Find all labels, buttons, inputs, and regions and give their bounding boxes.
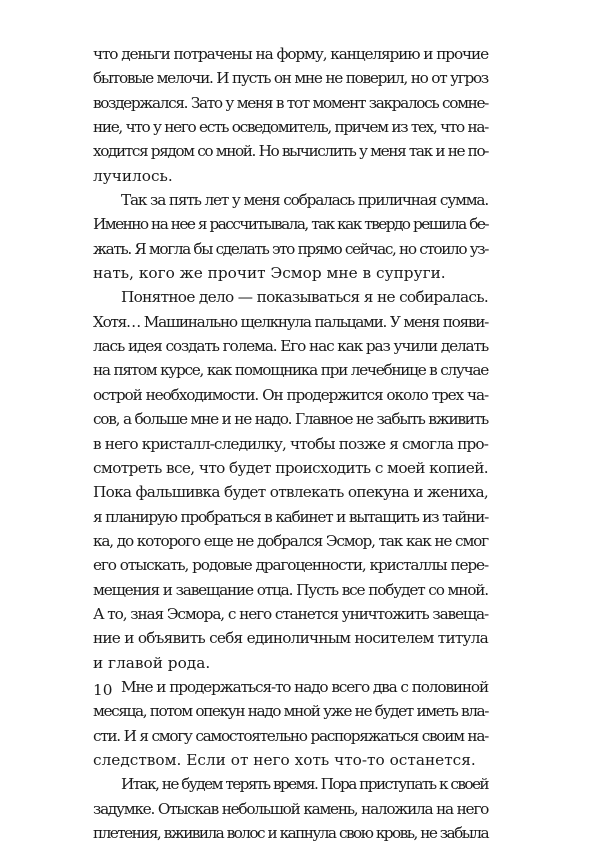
text-line: Мне и продержаться-то надо всего два с половиной bbox=[121, 677, 488, 696]
text-line: острой необходимости. Он продержится около трех ча- bbox=[93, 385, 488, 404]
text-line: Хотя… Машинально щелкнула пальцами. У меня появи- bbox=[93, 312, 488, 331]
text-line: воздержался. Зато у меня в тот момент закралось сомне- bbox=[93, 93, 488, 112]
text-line: ка, до которого еще не добрался Эсмор, так как не смог bbox=[93, 531, 488, 550]
text-line: нать, кого же прочит Эсмор мне в супруги. bbox=[93, 264, 446, 283]
text-line: ходится рядом со мной. Но вычислить у меня так и не по- bbox=[93, 142, 488, 161]
text-line: и главой рода. bbox=[93, 653, 211, 672]
text-line: что деньги потрачены на форму, канцелярию и прочие bbox=[93, 45, 488, 63]
text-line: его отыскать, родовые драгоценности, кристаллы пере- bbox=[93, 556, 488, 575]
text-line: ние, что у него есть осведомитель, причем из тех, что на- bbox=[93, 118, 488, 137]
text-line: лась идея создать голема. Его нас как раз учили делать bbox=[93, 337, 488, 356]
text-line: месяца, потом опекун надо мной уже не будет иметь вла- bbox=[93, 702, 488, 721]
page-number: 10 bbox=[93, 681, 113, 699]
text-line: лучилось. bbox=[93, 166, 173, 185]
text-line: Итак, не будем терять время. Пора приступать к своей bbox=[121, 775, 488, 794]
text-line: А то, зная Эсмора, с него станется уничтожить завеща- bbox=[93, 604, 488, 623]
body-text bbox=[93, 42, 488, 845]
text-line: мещения и завещание отца. Пусть все побудет со мной. bbox=[93, 580, 488, 599]
text-line: жать. Я могла бы сделать это прямо сейчас, но стоило уз- bbox=[93, 239, 488, 258]
text-line: Понятное дело — показываться я не собиралась. bbox=[121, 288, 488, 307]
text-line: задумке. Отыскав небольшой камень, наложила на него bbox=[93, 799, 488, 818]
text-line: я планирую пробраться в кабинет и вытащить из тайни- bbox=[93, 507, 488, 526]
text-line: следством. Если от него хоть что-то останется. bbox=[93, 750, 476, 769]
text-line: бытовые мелочи. И пусть он мне не поверил, но от угроз bbox=[93, 69, 488, 88]
text-line: в него кристалл-следилку, чтобы позже я смогла про- bbox=[93, 434, 488, 453]
text-line: сов, а больше мне и не надо. Главное не забыть вживить bbox=[93, 410, 488, 429]
text-line: плетения, вживила волос и капнула свою кровь, не забыла bbox=[93, 824, 488, 842]
text-line: Так за пять лет у меня собралась приличная сумма. bbox=[121, 191, 488, 210]
text-line: сти. И я смогу самостоятельно распоряжаться своим на- bbox=[93, 726, 488, 745]
text-line: Пока фальшивка будет отвлекать опекуна и жениха, bbox=[93, 483, 488, 502]
text-line: ние и объявить себя единоличным носителем титула bbox=[93, 629, 488, 648]
text-line: смотреть все, что будет происходить с моей копией. bbox=[93, 458, 488, 477]
text-line: на пятом курсе, как помощника при лечебнице в случае bbox=[93, 361, 488, 380]
text-line: Именно на нее я рассчитывала, так как твердо решила бе- bbox=[93, 215, 488, 234]
